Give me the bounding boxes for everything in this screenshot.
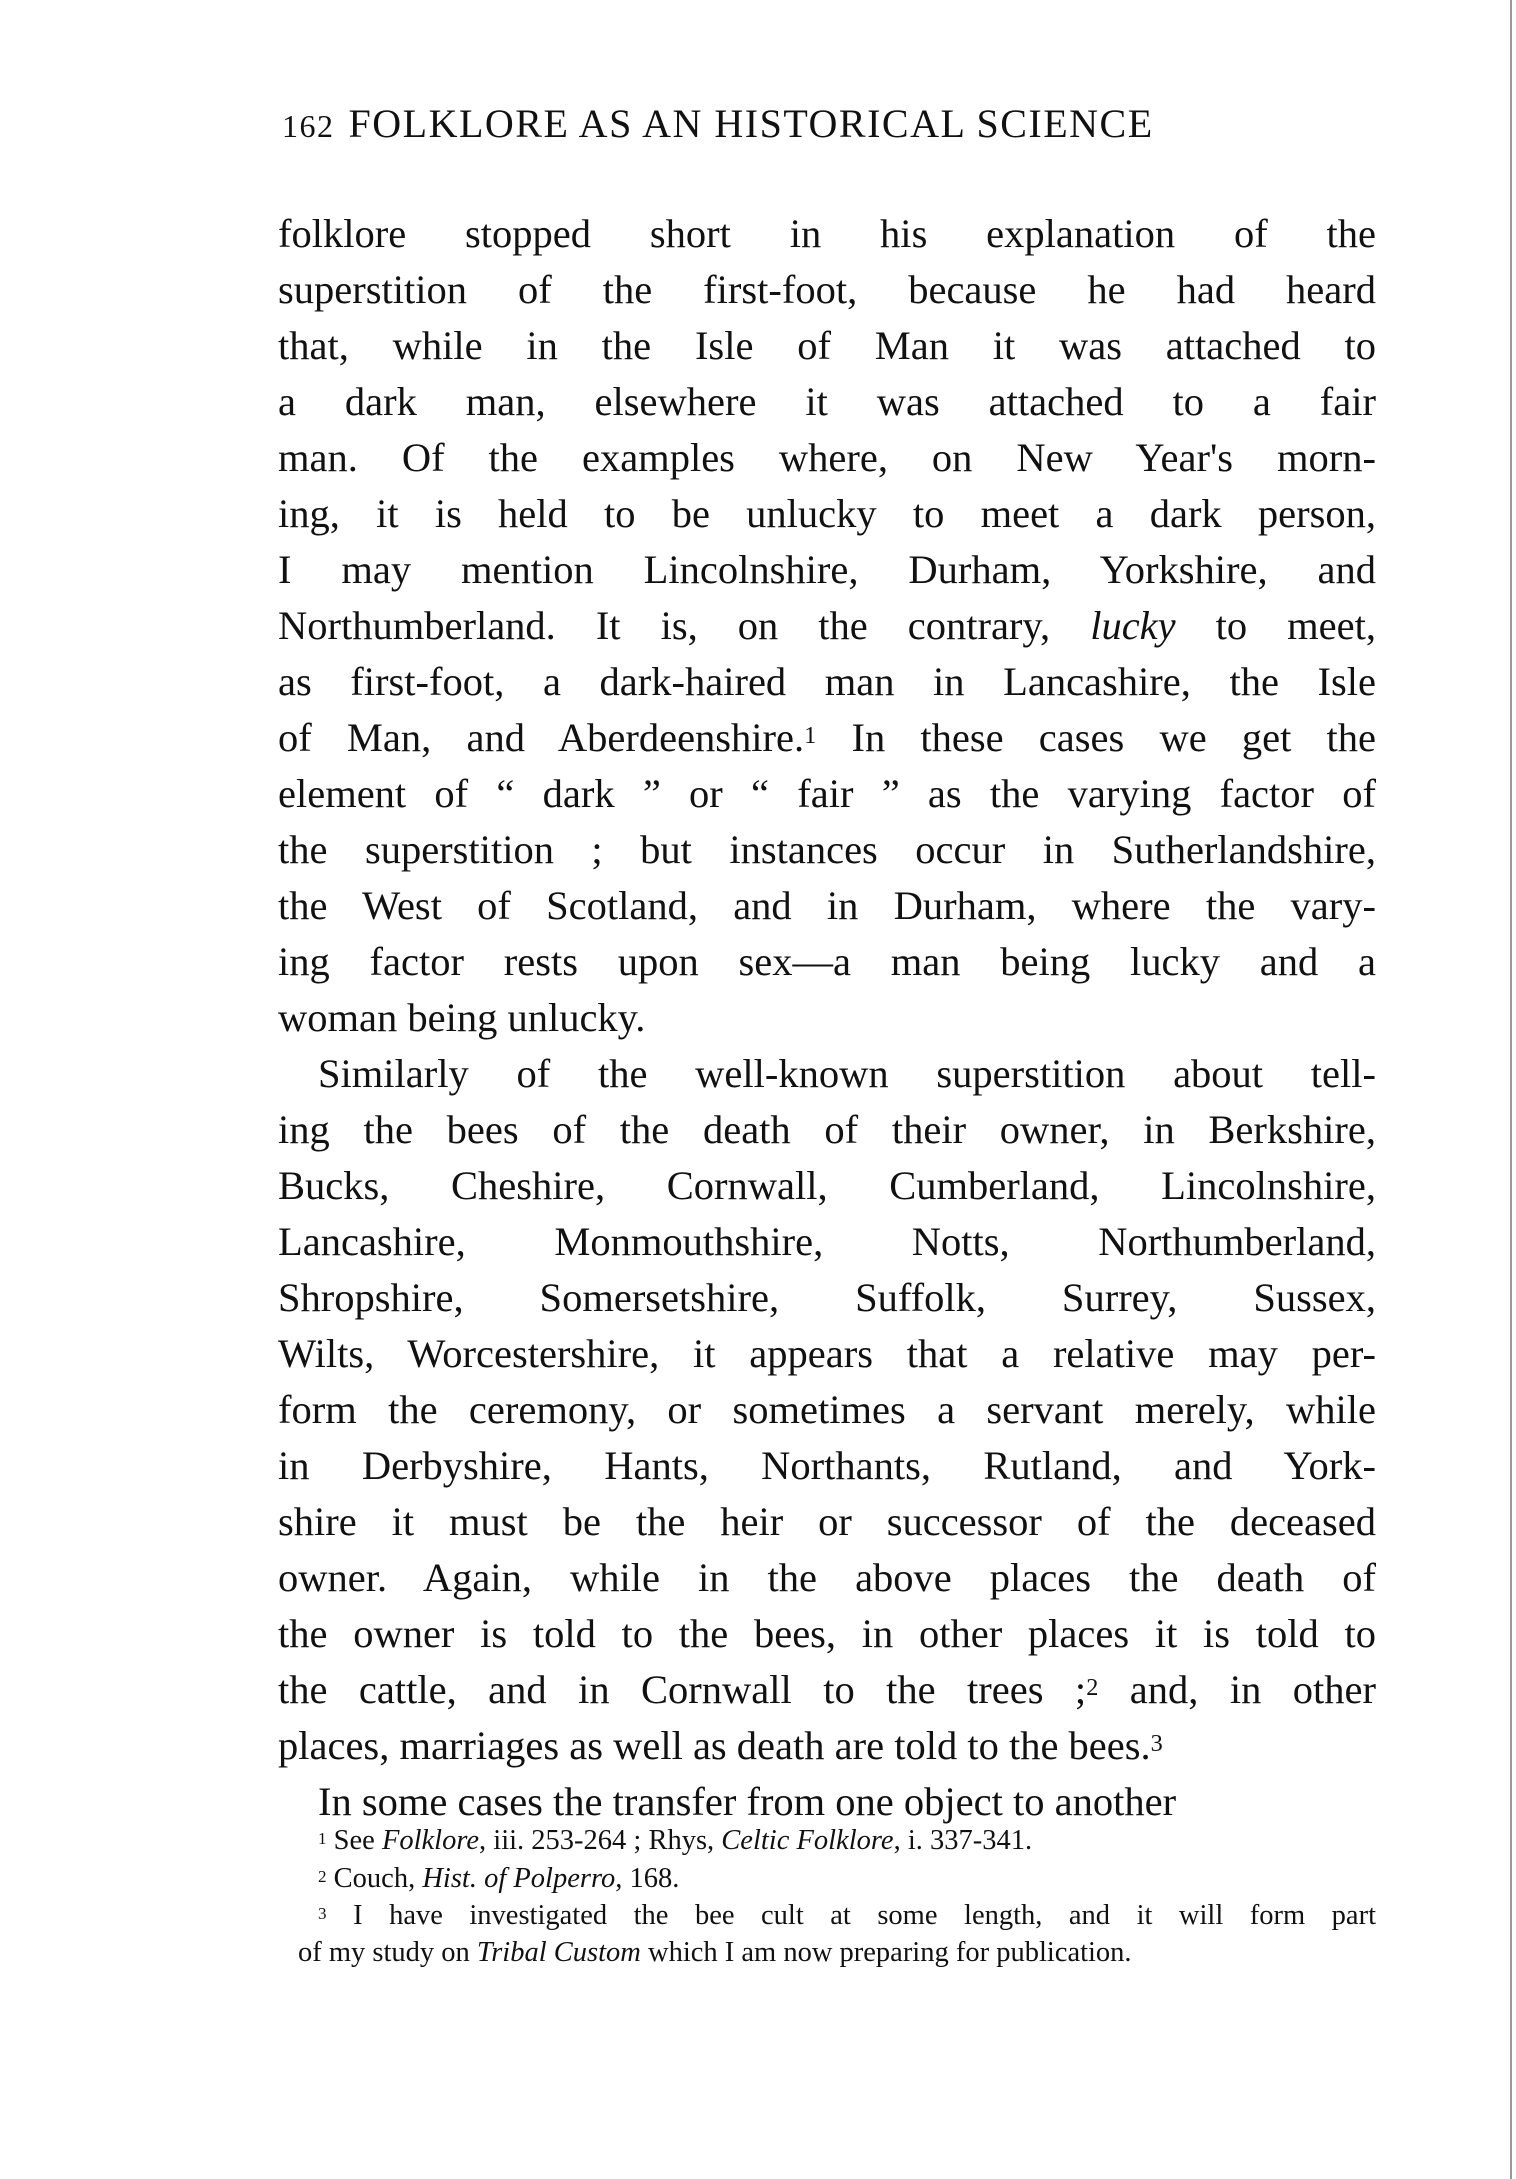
footnote-text: , iii. 253-264 ; Rhys,: [479, 1825, 722, 1856]
line-text: Lancashire, Monmouthshire, Notts, Northumberland,: [278, 1219, 1376, 1264]
footnote: [298, 1934, 1376, 1971]
text-line: [278, 598, 1376, 654]
line-text: In these cases we get the: [816, 715, 1376, 760]
line-text: a dark man, elsewhere it was attached to a fair: [278, 379, 1376, 424]
line-text: of Man, and Aberdeenshire.: [278, 715, 805, 760]
line-text: owner. Again, while in the above places the death of: [278, 1555, 1376, 1600]
italic-text: lucky: [1090, 603, 1176, 648]
text-line: [278, 1382, 1376, 1438]
footnote-text: I have investigated the bee cult at some length, and it will form part: [326, 1900, 1376, 1931]
text-line: [278, 262, 1376, 318]
footnote: [318, 1822, 1376, 1859]
line-text: as first-foot, a dark-haired man in Lancashire, the Isle: [278, 659, 1376, 704]
footnote-text: which I am now preparing for publication.: [640, 1937, 1132, 1968]
line-text: woman being unlucky.: [278, 995, 646, 1040]
line-text: ing the bees of the death of their owner, in Berkshire,: [278, 1107, 1376, 1152]
footnote-ref: 3: [1150, 1730, 1163, 1757]
text-line: [278, 990, 1376, 1046]
text-line: [278, 1494, 1376, 1550]
text-line: [278, 1550, 1376, 1606]
line-text: the superstition ; but instances occur in Sutherlandshire,: [278, 827, 1376, 872]
line-text: the West of Scotland, and in Durham, where the vary-: [278, 883, 1376, 928]
text-line: [278, 1102, 1376, 1158]
text-line: [278, 878, 1376, 934]
line-text: that, while in the Isle of Man it was attached to: [278, 323, 1376, 368]
text-line: [278, 822, 1376, 878]
line-text: ing factor rests upon sex—a man being lucky and a: [278, 939, 1376, 984]
text-line: [278, 1326, 1376, 1382]
text-line: [278, 1438, 1376, 1494]
line-text: and, in other: [1098, 1667, 1376, 1712]
italic-title: Celtic Folklore: [721, 1825, 894, 1856]
text-line: [278, 1214, 1376, 1270]
text-line: [278, 1158, 1376, 1214]
page-number: 162: [282, 108, 335, 144]
text-line: [278, 542, 1376, 598]
text-line: [278, 1662, 1376, 1718]
line-text: in Derbyshire, Hants, Northants, Rutland, and York-: [278, 1443, 1376, 1488]
text-line: [318, 1046, 1376, 1102]
text-line: [278, 318, 1376, 374]
italic-title: Folklore: [381, 1825, 480, 1856]
line-text: the cattle, and in Cornwall to the trees ;: [278, 1667, 1087, 1712]
running-title: FOLKLORE AS AN HISTORICAL SCIENCE: [348, 101, 1154, 146]
line-text: man. Of the examples where, on New Year's morn-: [278, 435, 1376, 480]
footnote-text: , 168.: [615, 1863, 680, 1894]
footnote-ref: 1: [804, 722, 817, 749]
line-text: Similarly of the well-known superstition about tell-: [318, 1051, 1376, 1096]
footnote-ref: 2: [1086, 1674, 1099, 1701]
line-text: element of “ dark ” or “ fair ” as the varying factor of: [278, 771, 1376, 816]
footnote-text: Couch,: [326, 1863, 423, 1894]
line-text: I may mention Lincolnshire, Durham, Yorkshire, and: [278, 547, 1376, 592]
text-line: [278, 206, 1376, 262]
line-text: Northumberland. It is, on the contrary,: [278, 603, 1091, 648]
line-text: ing, it is held to be unlucky to meet a dark person,: [278, 491, 1376, 536]
running-header: [282, 100, 1312, 147]
line-text: folklore stopped short in his explanation of the: [278, 211, 1376, 256]
footnote-text: See: [326, 1825, 382, 1856]
footnote: [318, 1897, 1376, 1934]
footnote-text: of my study on: [298, 1937, 477, 1968]
text-line: [278, 1606, 1376, 1662]
line-text: the owner is told to the bees, in other places it is told to: [278, 1611, 1376, 1656]
line-text: Wilts, Worcestershire, it appears that a relative may per-: [278, 1331, 1376, 1376]
footnote-number: 2: [318, 1867, 327, 1886]
text-line: [278, 710, 1376, 766]
line-text: superstition of the first-foot, because he had heard: [278, 267, 1376, 312]
line-text: Shropshire, Somersetshire, Suffolk, Surrey, Sussex,: [278, 1275, 1376, 1320]
text-line: [278, 934, 1376, 990]
italic-title: Hist. of Polperro: [422, 1863, 616, 1894]
footnote-number: 1: [318, 1829, 327, 1848]
text-line: [278, 654, 1376, 710]
line-text: shire it must be the heir or successor of the deceased: [278, 1499, 1376, 1544]
line-text: Bucks, Cheshire, Cornwall, Cumberland, Lincolnshire,: [278, 1163, 1376, 1208]
text-line: [278, 374, 1376, 430]
line-text: places, marriages as well as death are told to the bees.: [278, 1723, 1151, 1768]
text-line: [278, 486, 1376, 542]
page-edge-line: [1510, 0, 1512, 2179]
line-text: form the ceremony, or sometimes a servant merely, while: [278, 1387, 1376, 1432]
text-line: [278, 766, 1376, 822]
line-text: to meet,: [1175, 603, 1376, 648]
footnote: [318, 1860, 1376, 1897]
footnote-number: 3: [318, 1904, 327, 1923]
text-line: [278, 1270, 1376, 1326]
text-line: [278, 1718, 1376, 1774]
text-line: [278, 430, 1376, 486]
footnote-text: , i. 337-341.: [893, 1825, 1033, 1856]
italic-title: Tribal Custom: [476, 1937, 641, 1968]
line-text: In some cases the transfer from one object to another: [318, 1779, 1177, 1824]
